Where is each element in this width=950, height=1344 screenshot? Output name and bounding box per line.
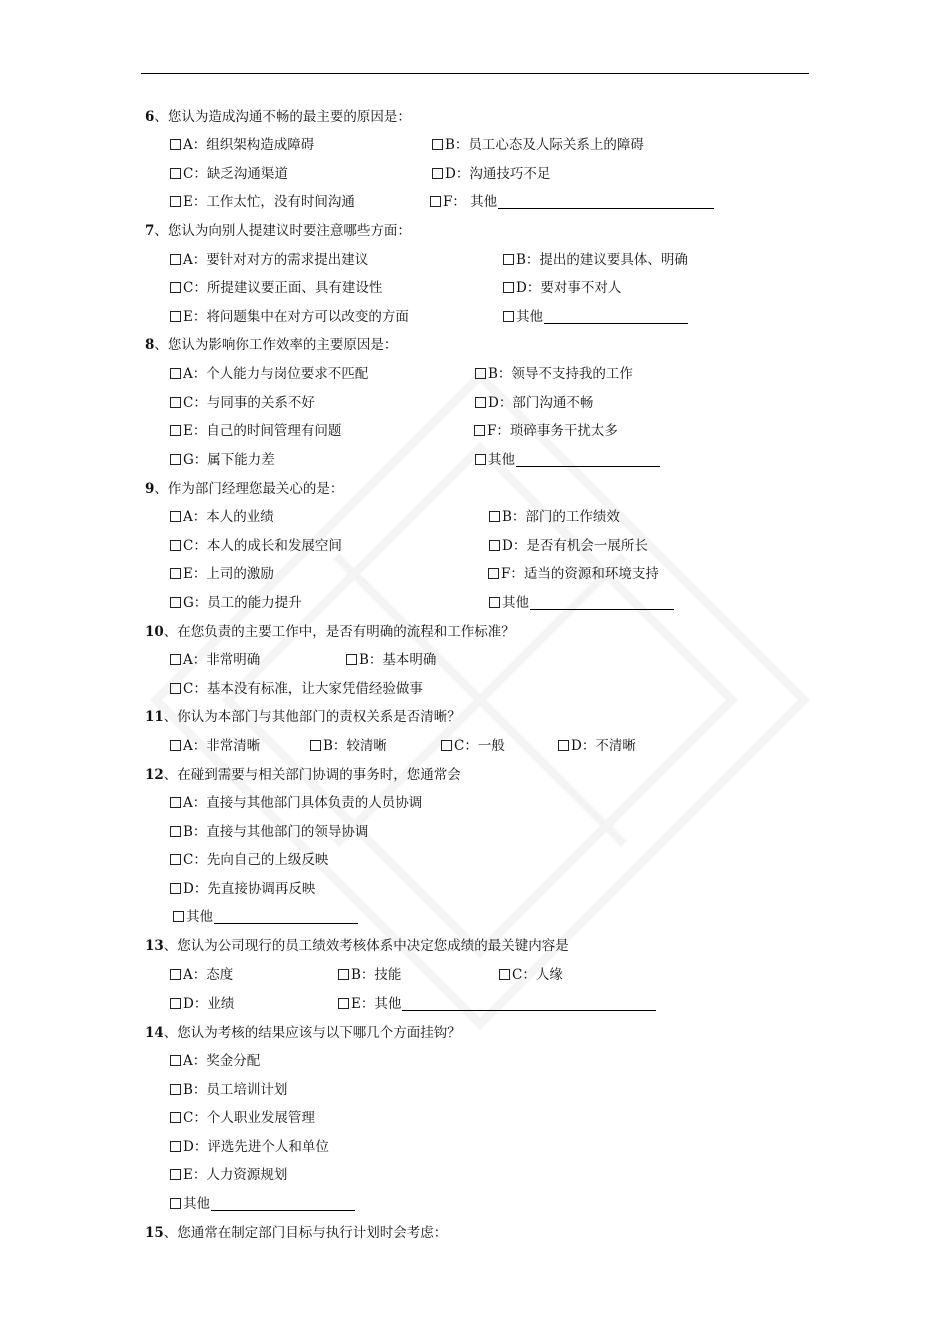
option-checkbox[interactable]: C：先向自己的上级反映: [170, 850, 328, 870]
fill-in-blank[interactable]: [544, 310, 688, 324]
checkbox-icon[interactable]: [503, 311, 514, 322]
option-checkbox[interactable]: D：不清晰: [558, 736, 636, 756]
option-checkbox[interactable]: D：部门沟通不畅: [475, 393, 593, 413]
checkbox-icon[interactable]: [170, 1141, 181, 1152]
option-checkbox[interactable]: A：非常清晰: [170, 736, 260, 756]
checkbox-icon[interactable]: [170, 425, 181, 436]
fill-in-blank[interactable]: [402, 997, 656, 1011]
option-checkbox[interactable]: A：直接与其他部门具体负责的人员协调: [170, 793, 422, 813]
option-other[interactable]: 其他: [173, 907, 358, 927]
option-checkbox[interactable]: A：要针对对方的需求提出建议: [170, 250, 368, 270]
option-checkbox[interactable]: D：评选先进个人和单位: [170, 1137, 329, 1157]
option-checkbox[interactable]: A：态度: [170, 965, 233, 985]
checkbox-icon[interactable]: [432, 168, 443, 179]
checkbox-icon[interactable]: [310, 740, 321, 751]
question-7: [0, 221, 950, 241]
checkbox-icon[interactable]: [558, 740, 569, 751]
fill-in-blank[interactable]: [214, 910, 358, 924]
checkbox-icon[interactable]: [170, 1169, 181, 1180]
option-checkbox[interactable]: B：提出的建议要具体、明确: [503, 250, 688, 270]
question-text: 、你认为本部门与其他部门的责权关系是否清晰？: [163, 709, 461, 725]
option-checkbox[interactable]: G：员工的能力提升: [170, 593, 302, 613]
option-checkbox[interactable]: B：较清晰: [310, 736, 387, 756]
question-text: 、您认为造成沟通不畅的最主要的原因是：: [154, 109, 411, 125]
option-checkbox[interactable]: D：先直接协调再反映: [170, 879, 315, 899]
option-checkbox[interactable]: E：人力资源规划: [170, 1165, 287, 1185]
option-checkbox[interactable]: B：领导不支持我的工作: [475, 364, 633, 384]
question-10: [0, 622, 950, 642]
option-checkbox[interactable]: B：部门的工作绩效: [489, 507, 620, 527]
question-number: 6: [145, 109, 155, 125]
checkbox-icon[interactable]: [432, 139, 443, 150]
fill-in-blank[interactable]: [516, 453, 660, 467]
checkbox-icon[interactable]: [170, 597, 181, 608]
option-checkbox[interactable]: C：人缘: [499, 965, 563, 985]
checkbox-icon[interactable]: [475, 368, 486, 379]
option-checkbox[interactable]: E：自己的时间管理有问题: [170, 421, 341, 441]
question-15: [0, 1223, 950, 1243]
option-checkbox[interactable]: C：基本没有标准，让大家凭借经验做事: [170, 679, 423, 699]
checkbox-icon[interactable]: [503, 282, 514, 293]
checkbox-icon[interactable]: [499, 969, 510, 980]
checkbox-icon[interactable]: [170, 139, 181, 150]
checkbox-icon[interactable]: [430, 196, 441, 207]
question-number: 9: [145, 481, 155, 497]
question-number: 8: [145, 337, 155, 353]
checkbox-icon[interactable]: [489, 511, 500, 522]
option-checkbox[interactable]: B：员工心态及人际关系上的障碍: [432, 135, 644, 155]
checkbox-icon[interactable]: [170, 282, 181, 293]
checkbox-icon[interactable]: [170, 311, 181, 322]
fill-in-blank[interactable]: [530, 596, 674, 610]
checkbox-icon[interactable]: [170, 654, 181, 665]
option-checkbox[interactable]: A：本人的业绩: [170, 507, 274, 527]
option-other[interactable]: 其他: [489, 593, 674, 613]
option-checkbox[interactable]: B：员工培训计划: [170, 1080, 287, 1100]
checkbox-icon[interactable]: [170, 368, 181, 379]
checkbox-icon[interactable]: [170, 826, 181, 837]
checkbox-icon[interactable]: [346, 654, 357, 665]
option-checkbox[interactable]: D：业绩: [170, 994, 234, 1014]
checkbox-icon[interactable]: [489, 597, 500, 608]
checkbox-icon[interactable]: [503, 254, 514, 265]
option-checkbox[interactable]: A：个人能力与岗位要求不匹配: [170, 364, 368, 384]
checkbox-icon[interactable]: [170, 854, 181, 865]
option-checkbox[interactable]: C：所提建议要正面、具有建设性: [170, 278, 382, 298]
option-checkbox[interactable]: B：基本明确: [346, 650, 436, 670]
question-number: 12: [145, 767, 164, 783]
option-checkbox[interactable]: G：属下能力差: [170, 450, 275, 470]
option-checkbox[interactable]: F：适当的资源和环境支持: [488, 564, 659, 584]
option-checkbox[interactable]: A：非常明确: [170, 650, 260, 670]
option-checkbox[interactable]: D：沟通技巧不足: [432, 164, 550, 184]
question-text: 、您认为向别人提建议时要注意哪些方面：: [154, 223, 411, 239]
question-number: 10: [145, 624, 164, 640]
option-checkbox[interactable]: C：缺乏沟通渠道: [170, 164, 288, 184]
checkbox-icon[interactable]: [170, 883, 181, 894]
question-text: 、作为部门经理您最关心的是：: [154, 481, 344, 497]
question-text: 、在碰到需要与相关部门协调的事务时，您通常会: [163, 767, 461, 783]
checkbox-icon[interactable]: [489, 540, 500, 551]
option-checkbox[interactable]: F：琐碎事务干扰太多: [474, 421, 618, 441]
checkbox-icon[interactable]: [170, 540, 181, 551]
option-checkbox[interactable]: D：要对事不对人: [503, 278, 621, 298]
question-number: 11: [145, 709, 164, 725]
checkbox-icon[interactable]: [170, 454, 181, 465]
option-checkbox[interactable]: E：上司的激励: [170, 564, 274, 584]
option-checkbox[interactable]: A：组织架构造成障碍: [170, 135, 314, 155]
option-other[interactable]: 其他: [170, 1194, 355, 1214]
checkbox-icon[interactable]: [170, 511, 181, 522]
checkbox-icon[interactable]: [475, 397, 486, 408]
question-number: 13: [145, 938, 164, 954]
question-12: [0, 765, 950, 785]
option-checkbox[interactable]: C：与同事的关系不好: [170, 393, 315, 413]
question-text: 、您认为公司现行的员工绩效考核体系中决定您成绩的最关键内容是: [163, 938, 569, 954]
checkbox-icon[interactable]: [170, 168, 181, 179]
checkbox-icon[interactable]: [170, 1084, 181, 1095]
checkbox-icon[interactable]: [441, 740, 452, 751]
option-checkbox[interactable]: C：本人的成长和发展空间: [170, 536, 342, 556]
option-checkbox[interactable]: E：将问题集中在对方可以改变的方面: [170, 307, 409, 327]
question-number: 7: [145, 223, 155, 239]
checkbox-icon[interactable]: [170, 1198, 181, 1209]
question-13: [0, 936, 950, 956]
option-checkbox[interactable]: B：直接与其他部门的领导协调: [170, 822, 368, 842]
option-other[interactable]: 其他: [503, 307, 688, 327]
option-checkbox[interactable]: C：个人职业发展管理: [170, 1108, 315, 1128]
question-text: 、在您负责的主要工作中，是否有明确的流程和工作标准？: [163, 624, 515, 640]
question-11: [0, 707, 950, 727]
checkbox-icon[interactable]: [338, 969, 349, 980]
question-9: [0, 479, 950, 499]
option-checkbox[interactable]: A：奖金分配: [170, 1051, 260, 1071]
checkbox-icon[interactable]: [170, 740, 181, 751]
option-checkbox[interactable]: C：一般: [441, 736, 505, 756]
question-text: 、您认为影响你工作效率的主要原因是：: [154, 337, 398, 353]
checkbox-icon[interactable]: [170, 683, 181, 694]
checkbox-icon[interactable]: [173, 911, 184, 922]
option-checkbox[interactable]: D：是否有机会一展所长: [489, 536, 648, 556]
option-other[interactable]: 其他: [475, 450, 660, 470]
checkbox-icon[interactable]: [170, 1112, 181, 1123]
fill-in-blank[interactable]: [498, 195, 714, 209]
option-other[interactable]: E：其他: [338, 994, 656, 1014]
checkbox-icon[interactable]: [170, 998, 181, 1009]
question-number: 14: [145, 1025, 164, 1041]
option-checkbox[interactable]: B：技能: [338, 965, 401, 985]
checkbox-icon[interactable]: [488, 568, 499, 579]
question-8: [0, 335, 950, 355]
checkbox-icon[interactable]: [338, 998, 349, 1009]
checkbox-icon[interactable]: [170, 797, 181, 808]
checkbox-icon[interactable]: [170, 969, 181, 980]
question-6: [0, 107, 950, 127]
question-text: 、您认为考核的结果应该与以下哪几个方面挂钩？: [163, 1025, 461, 1041]
option-other[interactable]: F： 其他: [430, 192, 714, 212]
checkbox-icon[interactable]: [170, 196, 181, 207]
question-14: [0, 1023, 950, 1043]
checkbox-icon[interactable]: [475, 454, 486, 465]
checkbox-icon[interactable]: [170, 1055, 181, 1066]
option-checkbox[interactable]: E：工作太忙，没有时间沟通: [170, 192, 355, 212]
fill-in-blank[interactable]: [211, 1197, 355, 1211]
checkbox-icon[interactable]: [170, 254, 181, 265]
checkbox-icon[interactable]: [474, 425, 485, 436]
question-number: 15: [145, 1225, 164, 1241]
checkbox-icon[interactable]: [170, 568, 181, 579]
question-text: 、您通常在制定部门目标与执行计划时会考虑：: [163, 1225, 448, 1241]
checkbox-icon[interactable]: [170, 397, 181, 408]
